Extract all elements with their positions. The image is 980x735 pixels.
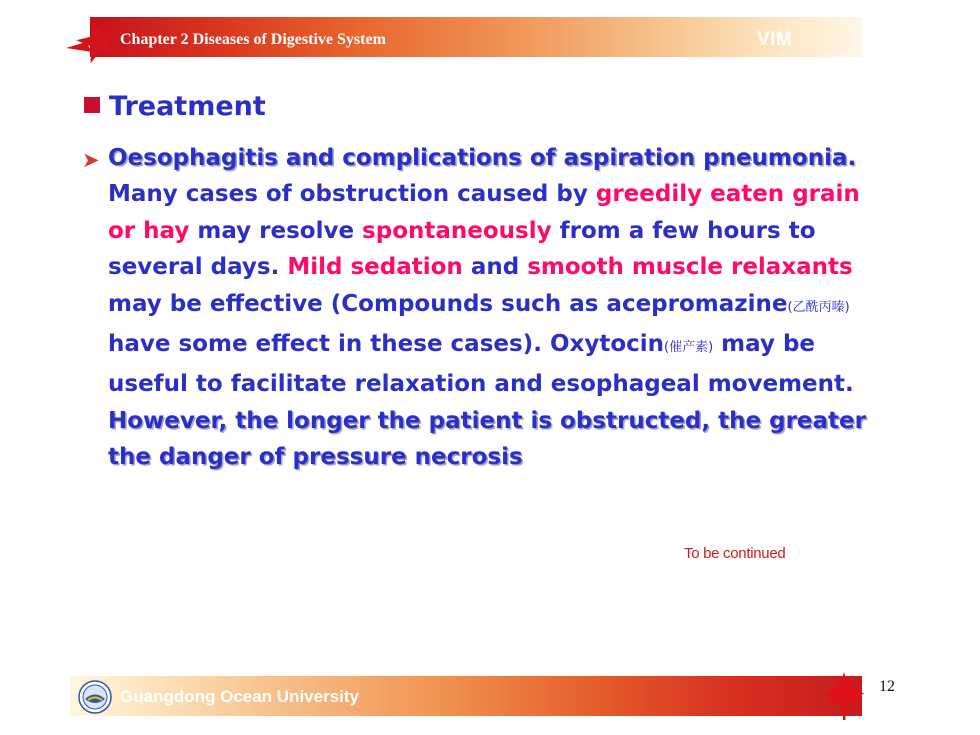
text-segment: have some effect in these cases). Oxytocin — [108, 331, 665, 358]
section-heading: Treatment — [109, 91, 266, 122]
maple-leaf-icon — [818, 670, 870, 722]
warning-phrase: However, the longer the patient is obstructed, the greater the danger of pressure necrosis — [108, 407, 866, 471]
text-segment: may be effective (Compounds such as acepromazine — [108, 290, 788, 317]
highlight-grain-hay: greedily eaten grain or hay — [108, 181, 860, 244]
page-number: 12 — [879, 678, 895, 695]
treatment-paragraph — [108, 140, 880, 476]
star-logo-icon — [64, 18, 120, 64]
square-bullet-icon — [84, 97, 100, 113]
text-segment: from a few hours to several days. — [108, 217, 816, 281]
acepromazine-chinese: (乙酰丙嗪) — [787, 299, 850, 315]
text-segment: Many cases of obstruction caused by — [108, 181, 596, 208]
text-segment: may resolve — [189, 217, 363, 244]
highlight-smooth-muscle: smooth muscle relaxants — [527, 254, 853, 281]
oesophagitis-phrase: Oesophagitis and complications of aspiration pneumonia. — [108, 145, 857, 171]
text-segment: and — [462, 254, 528, 281]
university-emblem-icon — [78, 680, 112, 714]
to-be-continued: To be continued — [684, 545, 786, 562]
oxytocin-chinese: (催产素) — [664, 340, 714, 356]
arrow-bullet-icon: ➤ — [82, 148, 100, 172]
university-name: Guangdong Ocean University — [120, 687, 359, 706]
vim-tag: VIM — [757, 29, 793, 50]
text-segment: may be useful to facilitate relaxation and esophageal movement. — [108, 331, 854, 398]
highlight-mild-sedation: Mild sedation — [287, 254, 463, 281]
chapter-title: Chapter 2 Diseases of Digestive System — [120, 31, 386, 48]
highlight-spontaneously: spontaneously — [362, 217, 552, 244]
